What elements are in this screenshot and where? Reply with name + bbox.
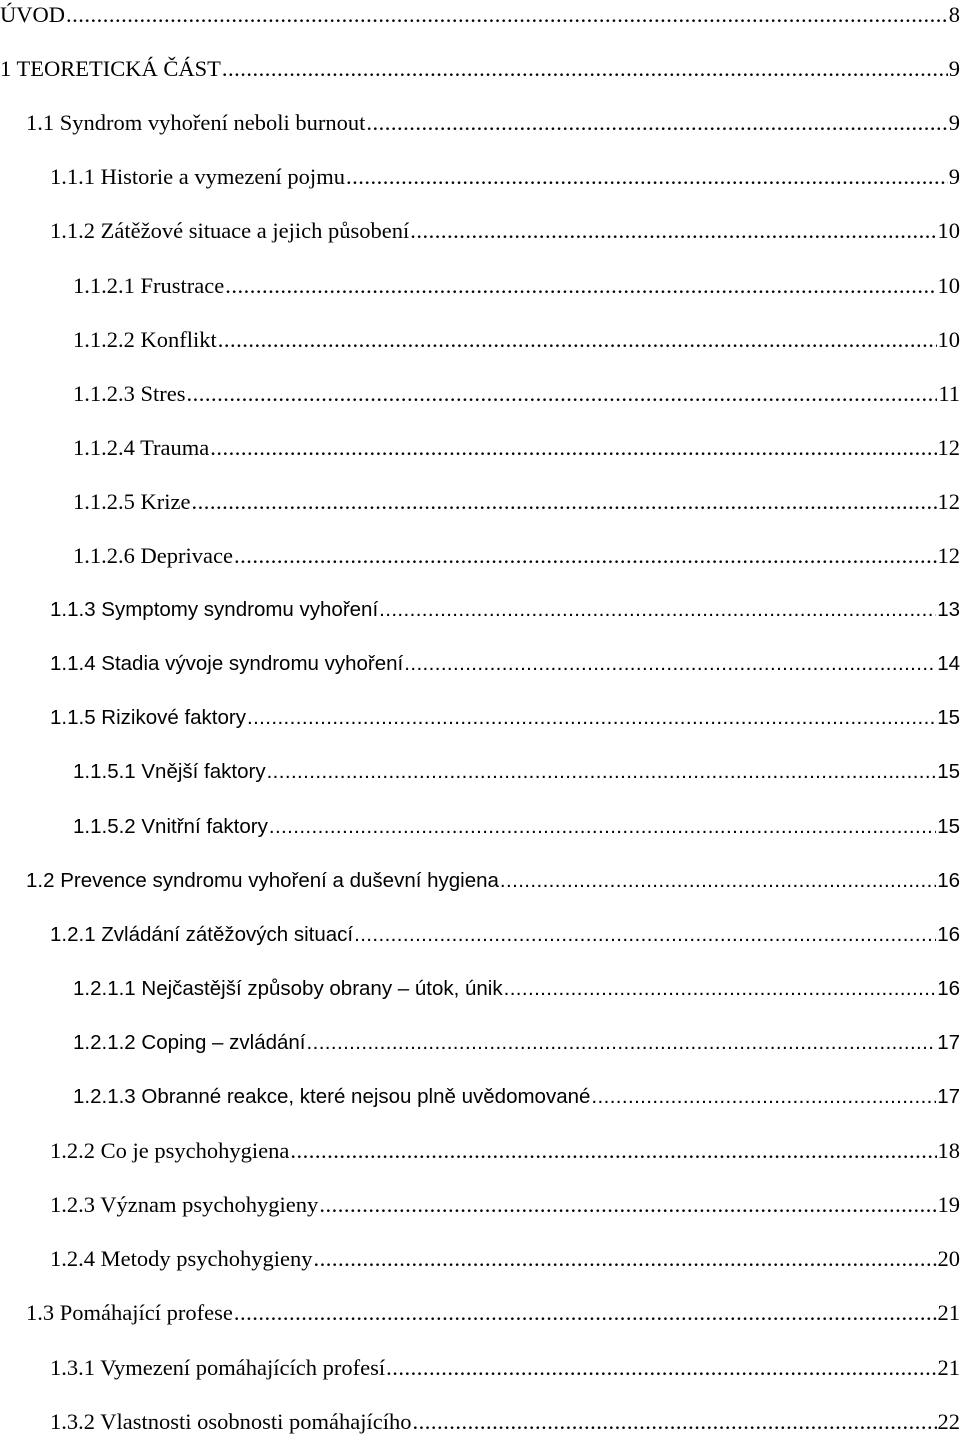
toc-entry-page-number: 10 bbox=[937, 272, 960, 298]
toc-entry[interactable] bbox=[0, 1190, 960, 1220]
toc-entry-page-number: 11 bbox=[938, 380, 960, 406]
toc-entry[interactable] bbox=[0, 487, 960, 517]
dot-leader bbox=[222, 54, 948, 84]
dot-leader bbox=[269, 812, 936, 842]
toc-entry-title: 1.1 Syndrom vyhoření neboli burnout bbox=[26, 110, 366, 136]
toc-entry-page-number: 17 bbox=[937, 1030, 960, 1054]
dot-leader bbox=[225, 271, 936, 301]
dot-leader bbox=[191, 487, 936, 517]
toc-entry-page-number: 14 bbox=[937, 652, 960, 676]
dot-leader bbox=[410, 216, 936, 246]
toc-entry-title: 1.1.1 Historie a vymezení pojmu bbox=[50, 164, 345, 190]
dot-leader bbox=[218, 325, 937, 355]
toc-entry[interactable] bbox=[0, 433, 960, 463]
toc-entry[interactable] bbox=[0, 703, 960, 733]
dot-leader bbox=[366, 108, 947, 138]
toc-entry-page-number: 18 bbox=[937, 1138, 960, 1164]
toc-entry-title: 1.3.2 Vlastnosti osobnosti pomáhajícího bbox=[50, 1408, 412, 1434]
toc-entry[interactable] bbox=[0, 1244, 960, 1274]
toc-entry-page-number: 9 bbox=[948, 164, 960, 190]
toc-entry-title: 1.3.1 Vymezení pomáhajících profesí bbox=[50, 1354, 386, 1380]
toc-entry-title: 1.2.4 Metody psychohygieny bbox=[50, 1246, 313, 1272]
toc-entry-page-number: 21 bbox=[937, 1354, 960, 1380]
dot-leader bbox=[234, 541, 937, 571]
toc-entry-page-number: 12 bbox=[937, 434, 960, 460]
toc-entry[interactable] bbox=[0, 1407, 960, 1437]
toc-entry-page-number: 12 bbox=[937, 543, 960, 568]
toc-entry[interactable] bbox=[0, 1028, 960, 1058]
toc-entry-title: 1.1.2.6 Deprivace bbox=[73, 543, 233, 568]
toc-entry-title: ÚVOD bbox=[0, 2, 65, 27]
toc-entry[interactable] bbox=[0, 271, 960, 301]
toc-entry[interactable] bbox=[0, 54, 960, 84]
dot-leader bbox=[267, 757, 937, 787]
toc-entry[interactable] bbox=[0, 757, 960, 787]
dot-leader bbox=[504, 974, 937, 1004]
toc-entry-title: 1.2 Prevence syndromu vyhoření a duševní hygiena bbox=[26, 868, 499, 892]
dot-leader bbox=[234, 1298, 937, 1328]
toc-entry-page-number: 16 bbox=[937, 976, 960, 1000]
dot-leader bbox=[412, 1407, 936, 1437]
toc-entry-page-number: 19 bbox=[937, 1192, 960, 1218]
toc-entry-title: 1.1.5.2 Vnitřní faktory bbox=[73, 814, 268, 838]
toc-entry-page-number: 9 bbox=[948, 110, 960, 136]
toc-entry[interactable] bbox=[0, 866, 960, 896]
toc-entry-title: 1.2.1.2 Coping – zvládání bbox=[73, 1030, 306, 1054]
toc-entry-title: 1.1.4 Stadia vývoje syndromu vyhoření bbox=[50, 652, 404, 676]
dot-leader bbox=[379, 595, 936, 625]
toc-entry-title: 1.2.1.1 Nejčastější způsoby obrany – útok, únik bbox=[73, 976, 503, 1000]
toc-entry-page-number: 15 bbox=[937, 706, 960, 730]
dot-leader bbox=[386, 1353, 936, 1383]
toc-entry-page-number: 21 bbox=[937, 1300, 960, 1326]
toc-entry-title: 1.1.3 Symptomy syndromu vyhoření bbox=[50, 598, 379, 622]
toc-entry[interactable] bbox=[0, 1136, 960, 1166]
toc-entry[interactable] bbox=[0, 974, 960, 1004]
toc-entry-title: 1.3 Pomáhající profese bbox=[26, 1300, 233, 1326]
toc-entry[interactable] bbox=[0, 595, 960, 625]
toc-entry-page-number: 10 bbox=[937, 218, 960, 244]
toc-entry-page-number: 15 bbox=[937, 814, 960, 838]
dot-leader bbox=[290, 1136, 936, 1166]
dot-leader bbox=[500, 866, 936, 896]
toc-entry-page-number: 16 bbox=[937, 868, 960, 892]
dot-leader bbox=[66, 0, 948, 30]
toc-entry[interactable] bbox=[0, 108, 960, 138]
dot-leader bbox=[307, 1028, 937, 1058]
toc-entry-title: 1.1.5.1 Vnější faktory bbox=[73, 760, 266, 784]
toc-entry-title: 1.2.2 Co je psychohygiena bbox=[50, 1138, 290, 1164]
toc-entry[interactable] bbox=[0, 379, 960, 409]
dot-leader bbox=[187, 379, 938, 409]
toc-entry-title: 1.1.2.2 Konflikt bbox=[73, 326, 217, 352]
toc-entry-page-number: 17 bbox=[937, 1085, 960, 1108]
toc-entry-title: 1.1.5 Rizikové faktory bbox=[50, 706, 246, 730]
dot-leader bbox=[247, 703, 936, 733]
toc-entry-page-number: 20 bbox=[937, 1246, 960, 1272]
toc-entry[interactable] bbox=[0, 1298, 960, 1328]
toc-entry[interactable] bbox=[0, 541, 960, 571]
dot-leader bbox=[346, 162, 948, 192]
toc-entry[interactable] bbox=[0, 920, 960, 950]
toc-entry-title: 1.2.3 Význam psychohygieny bbox=[50, 1192, 319, 1218]
toc-entry[interactable] bbox=[0, 649, 960, 679]
toc-entry-title: 1.1.2.4 Trauma bbox=[73, 434, 210, 460]
toc-entry-title: 1.2.1.3 Obranné reakce, které nejsou plně uvědomované bbox=[73, 1085, 591, 1108]
toc-entry[interactable] bbox=[0, 162, 960, 192]
toc-entry-page-number: 12 bbox=[937, 488, 960, 514]
toc-entry-page-number: 22 bbox=[937, 1408, 960, 1434]
dot-leader bbox=[354, 920, 936, 950]
dot-leader bbox=[591, 1082, 936, 1112]
toc-entry[interactable] bbox=[0, 216, 960, 246]
toc-entry[interactable] bbox=[0, 325, 960, 355]
toc-entry-page-number: 13 bbox=[937, 598, 960, 622]
dot-leader bbox=[313, 1244, 936, 1274]
toc-entry-page-number: 9 bbox=[948, 56, 960, 82]
dot-leader bbox=[210, 433, 936, 463]
toc-entry-title: 1.1.2.5 Krize bbox=[73, 488, 191, 514]
toc-entry[interactable] bbox=[0, 0, 960, 30]
toc-entry-page-number: 15 bbox=[937, 760, 960, 784]
toc-entry[interactable] bbox=[0, 812, 960, 842]
dot-leader bbox=[404, 649, 936, 679]
toc-entry-title: 1.1.2 Zátěžové situace a jejich působení bbox=[50, 218, 410, 244]
toc-entry-title: 1.1.2.1 Frustrace bbox=[73, 272, 225, 298]
toc-entry-page-number: 16 bbox=[937, 922, 960, 946]
toc-entry-title: 1.2.1 Zvládání zátěžových situací bbox=[50, 922, 354, 946]
toc-entry[interactable] bbox=[0, 1082, 960, 1112]
toc-entry[interactable] bbox=[0, 1353, 960, 1383]
toc-entry-page-number: 8 bbox=[948, 2, 960, 27]
toc-entry-title: 1.1.2.3 Stres bbox=[73, 380, 186, 406]
toc-entry-title: 1 TEORETICKÁ ČÁST bbox=[0, 56, 221, 82]
dot-leader bbox=[319, 1190, 936, 1220]
toc-entry-page-number: 10 bbox=[937, 326, 960, 352]
